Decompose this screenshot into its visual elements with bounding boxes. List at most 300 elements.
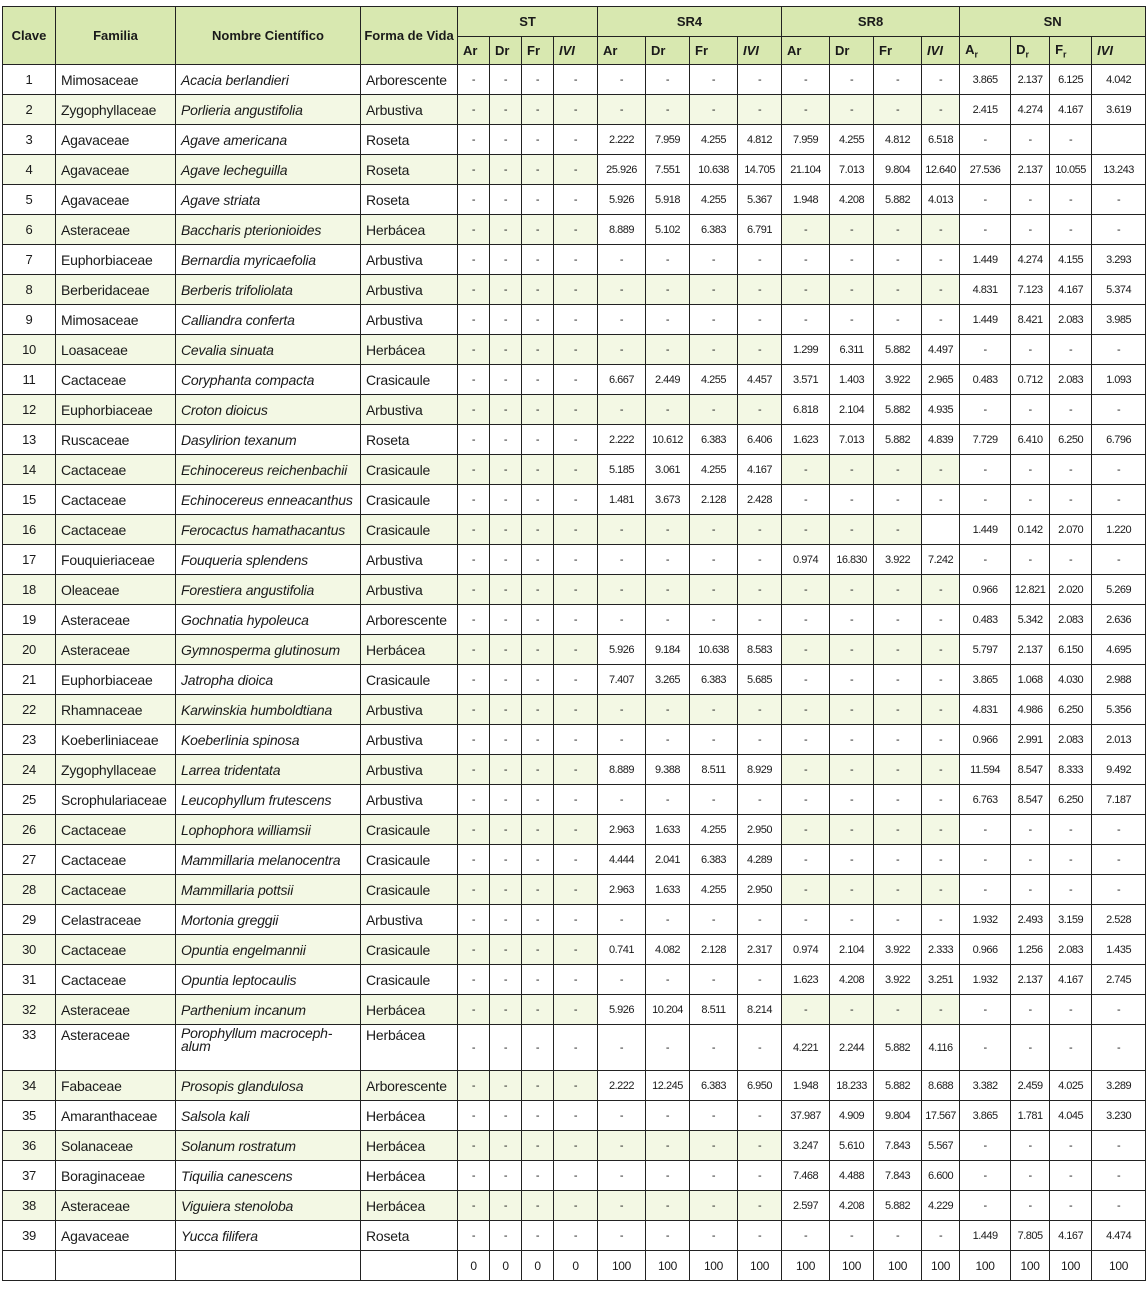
- cell-value: 1.633: [646, 815, 690, 845]
- cell-value: 8.547: [1011, 785, 1050, 815]
- cell-value: 0.483: [960, 605, 1011, 635]
- cell-value: 9.492: [1092, 755, 1146, 785]
- cell-value: 5.882: [874, 1025, 922, 1071]
- cell-value: 0.142: [1011, 515, 1050, 545]
- cell-familia: Celastraceae: [56, 905, 176, 935]
- table-row: [3, 185, 1146, 215]
- cell-value: -: [1050, 545, 1092, 575]
- cell-value: -: [598, 515, 646, 545]
- cell-value: -: [458, 1025, 490, 1071]
- cell-forma-de-vida: Herbácea: [361, 1131, 458, 1161]
- subheader-sr4-2: Fr: [690, 37, 738, 65]
- cell-value: -: [554, 935, 598, 965]
- cell-value: -: [874, 245, 922, 275]
- cell-value: -: [960, 1191, 1011, 1221]
- table-row: [3, 125, 1146, 155]
- cell-value: -: [522, 725, 554, 755]
- header-forma-de-vida: Forma de Vida: [361, 7, 458, 65]
- subheader-st-1: Dr: [490, 37, 522, 65]
- cell-value: 3.922: [874, 545, 922, 575]
- cell-value: 5.102: [646, 215, 690, 245]
- table-row: [3, 725, 1146, 755]
- cell-value: -: [874, 485, 922, 515]
- cell-value: -: [922, 245, 960, 275]
- cell-value: 5.374: [1092, 275, 1146, 305]
- header-familia: Familia: [56, 7, 176, 65]
- table-row: [3, 365, 1146, 395]
- cell-value: -: [490, 695, 522, 725]
- cell-value: -: [922, 725, 960, 755]
- cell-value: -: [782, 995, 830, 1025]
- cell-value: -: [522, 425, 554, 455]
- cell-value: 16.830: [830, 545, 874, 575]
- cell-value: 2.104: [830, 935, 874, 965]
- cell-nombre-cientifico: Echinocereus reichenbachii: [176, 455, 361, 485]
- cell-value: -: [522, 785, 554, 815]
- cell-value: 2.013: [1092, 725, 1146, 755]
- cell-value: -: [554, 845, 598, 875]
- cell-total: [361, 1251, 458, 1281]
- cell-forma-de-vida: Crasicaule: [361, 455, 458, 485]
- cell-value: -: [830, 1221, 874, 1251]
- cell-value: -: [1011, 215, 1050, 245]
- cell-value: 2.950: [738, 815, 782, 845]
- cell-familia: Berberidaceae: [56, 275, 176, 305]
- table-row: [3, 935, 1146, 965]
- cell-value: -: [646, 395, 690, 425]
- cell-forma-de-vida: Arbustiva: [361, 545, 458, 575]
- cell-value: 5.797: [960, 635, 1011, 665]
- vegetation-table: [2, 6, 1146, 1281]
- cell-value: -: [960, 485, 1011, 515]
- cell-value: -: [458, 725, 490, 755]
- cell-value: -: [1092, 545, 1146, 575]
- cell-value: 6.950: [738, 1071, 782, 1101]
- cell-value: -: [598, 1221, 646, 1251]
- cell-value: -: [554, 1025, 598, 1071]
- cell-forma-de-vida: Arbustiva: [361, 275, 458, 305]
- cell-forma-de-vida: Arbustiva: [361, 725, 458, 755]
- cell-value: 11.594: [960, 755, 1011, 785]
- cell-value: -: [646, 605, 690, 635]
- cell-value: 4.255: [690, 365, 738, 395]
- cell-value: -: [960, 215, 1011, 245]
- cell-value: -: [960, 815, 1011, 845]
- cell-value: -: [738, 695, 782, 725]
- cell-value: -: [458, 365, 490, 395]
- cell-value: -: [830, 575, 874, 605]
- cell-value: -: [874, 95, 922, 125]
- cell-value: -: [490, 185, 522, 215]
- cell-value: 3.619: [1092, 95, 1146, 125]
- cell-familia: Agavaceae: [56, 1221, 176, 1251]
- cell-value: -: [522, 215, 554, 245]
- cell-clave: 9: [3, 305, 56, 335]
- cell-value: 2.137: [1011, 965, 1050, 995]
- table-row: [3, 1071, 1146, 1101]
- table-row: [3, 275, 1146, 305]
- table-row: [3, 95, 1146, 125]
- cell-value: -: [522, 755, 554, 785]
- cell-value: 3.865: [960, 665, 1011, 695]
- table-row: [3, 455, 1146, 485]
- cell-value: 6.383: [690, 845, 738, 875]
- cell-value: 2.745: [1092, 965, 1146, 995]
- cell-forma-de-vida: Crasicaule: [361, 845, 458, 875]
- cell-value: -: [646, 1221, 690, 1251]
- table-row: [3, 905, 1146, 935]
- cell-value: -: [738, 575, 782, 605]
- cell-forma-de-vida: Roseta: [361, 425, 458, 455]
- cell-forma-de-vida: Arborescente: [361, 65, 458, 95]
- cell-value: -: [830, 515, 874, 545]
- table-row: [3, 695, 1146, 725]
- cell-value: -: [458, 485, 490, 515]
- cell-value: -: [490, 1131, 522, 1161]
- cell-value: -: [690, 1161, 738, 1191]
- cell-forma-de-vida: Crasicaule: [361, 935, 458, 965]
- cell-value: -: [554, 335, 598, 365]
- cell-forma-de-vida: Arbustiva: [361, 245, 458, 275]
- cell-value: 4.255: [690, 815, 738, 845]
- cell-value: -: [1092, 815, 1146, 845]
- cell-nombre-cientifico: Opuntia leptocaulis: [176, 965, 361, 995]
- cell-value: -: [960, 455, 1011, 485]
- cell-value: -: [598, 545, 646, 575]
- table-row: [3, 515, 1146, 545]
- cell-value: 4.167: [738, 455, 782, 485]
- cell-value: -: [458, 1101, 490, 1131]
- subheader-sr8-0: Ar: [782, 37, 830, 65]
- cell-value: -: [522, 275, 554, 305]
- cell-value: 4.042: [1092, 65, 1146, 95]
- cell-value: -: [490, 455, 522, 485]
- cell-value: 1.449: [960, 245, 1011, 275]
- cell-forma-de-vida: Herbácea: [361, 215, 458, 245]
- cell-total: 100: [1050, 1251, 1092, 1281]
- cell-value: -: [690, 95, 738, 125]
- cell-value: 5.269: [1092, 575, 1146, 605]
- cell-value: -: [1050, 995, 1092, 1025]
- table-row: [3, 245, 1146, 275]
- cell-value: -: [830, 95, 874, 125]
- cell-value: 2.083: [1050, 935, 1092, 965]
- cell-forma-de-vida: Herbácea: [361, 1191, 458, 1221]
- cell-value: 2.493: [1011, 905, 1050, 935]
- cell-value: -: [598, 335, 646, 365]
- cell-value: 4.255: [690, 125, 738, 155]
- cell-value: -: [522, 635, 554, 665]
- cell-value: -: [922, 1221, 960, 1251]
- cell-familia: Rhamnaceae: [56, 695, 176, 725]
- cell-value: -: [922, 95, 960, 125]
- cell-nombre-cientifico: Bernardia myricaefolia: [176, 245, 361, 275]
- cell-value: -: [458, 515, 490, 545]
- header-clave: Clave: [3, 7, 56, 65]
- cell-value: 3.673: [646, 485, 690, 515]
- cell-value: 7.013: [830, 155, 874, 185]
- cell-value: -: [830, 455, 874, 485]
- header-group-sn: SN: [960, 7, 1146, 37]
- cell-value: -: [554, 395, 598, 425]
- cell-value: -: [922, 755, 960, 785]
- cell-clave: 28: [3, 875, 56, 905]
- cell-value: -: [490, 845, 522, 875]
- cell-clave: 23: [3, 725, 56, 755]
- cell-familia: Cactaceae: [56, 875, 176, 905]
- cell-value: -: [1092, 395, 1146, 425]
- cell-value: 3.865: [960, 1101, 1011, 1131]
- cell-value: -: [1050, 125, 1092, 155]
- cell-value: -: [458, 635, 490, 665]
- cell-value: 1.068: [1011, 665, 1050, 695]
- cell-value: -: [458, 1131, 490, 1161]
- cell-value: -: [1050, 1191, 1092, 1221]
- cell-clave: 10: [3, 335, 56, 365]
- cell-value: -: [458, 335, 490, 365]
- cell-forma-de-vida: Herbácea: [361, 1101, 458, 1131]
- cell-value: -: [690, 965, 738, 995]
- cell-value: 6.383: [690, 425, 738, 455]
- cell-nombre-cientifico: Agave striata: [176, 185, 361, 215]
- table-row: [3, 605, 1146, 635]
- cell-value: 4.025: [1050, 1071, 1092, 1101]
- cell-value: 2.636: [1092, 605, 1146, 635]
- cell-value: -: [522, 335, 554, 365]
- cell-value: -: [490, 1025, 522, 1071]
- cell-value: -: [782, 65, 830, 95]
- cell-value: -: [874, 755, 922, 785]
- cell-value: 2.597: [782, 1191, 830, 1221]
- cell-value: -: [690, 1025, 738, 1071]
- cell-value: -: [490, 155, 522, 185]
- cell-clave: 36: [3, 1131, 56, 1161]
- cell-total: [56, 1251, 176, 1281]
- cell-value: 2.950: [738, 875, 782, 905]
- cell-value: 1.481: [598, 485, 646, 515]
- cell-value: -: [490, 125, 522, 155]
- subheader-sn-2: $F_r$: [1050, 37, 1092, 65]
- cell-forma-de-vida: Roseta: [361, 185, 458, 215]
- cell-value: -: [554, 545, 598, 575]
- cell-value: 3.293: [1092, 245, 1146, 275]
- cell-value: -: [1011, 875, 1050, 905]
- cell-value: -: [458, 395, 490, 425]
- cell-value: -: [1011, 1025, 1050, 1071]
- cell-value: -: [922, 455, 960, 485]
- cell-value: 1.299: [782, 335, 830, 365]
- cell-value: -: [690, 1221, 738, 1251]
- cell-value: 3.159: [1050, 905, 1092, 935]
- cell-value: 4.255: [690, 455, 738, 485]
- cell-forma-de-vida: Crasicaule: [361, 665, 458, 695]
- cell-value: -: [830, 305, 874, 335]
- cell-value: 1.623: [782, 965, 830, 995]
- cell-clave: 1: [3, 65, 56, 95]
- cell-value: -: [1050, 335, 1092, 365]
- cell-nombre-cientifico: Gochnatia hypoleuca: [176, 605, 361, 635]
- cell-value: -: [830, 695, 874, 725]
- cell-value: -: [830, 65, 874, 95]
- cell-value: -: [1050, 1131, 1092, 1161]
- cell-total: 0: [490, 1251, 522, 1281]
- cell-value: -: [874, 905, 922, 935]
- cell-forma-de-vida: Herbácea: [361, 1161, 458, 1191]
- cell-value: 4.488: [830, 1161, 874, 1191]
- cell-value: 21.104: [782, 155, 830, 185]
- cell-value: 4.229: [922, 1191, 960, 1221]
- cell-nombre-cientifico: Mortonia greggii: [176, 905, 361, 935]
- cell-value: -: [458, 1221, 490, 1251]
- cell-value: 7.242: [922, 545, 960, 575]
- cell-value: 0.483: [960, 365, 1011, 395]
- cell-forma-de-vida: Crasicaule: [361, 965, 458, 995]
- cell-value: -: [490, 485, 522, 515]
- cell-total: 0: [554, 1251, 598, 1281]
- cell-value: -: [690, 515, 738, 545]
- cell-forma-de-vida: Herbácea: [361, 335, 458, 365]
- cell-clave: 7: [3, 245, 56, 275]
- cell-value: -: [690, 695, 738, 725]
- cell-value: 9.184: [646, 635, 690, 665]
- cell-value: 5.367: [738, 185, 782, 215]
- cell-value: -: [690, 275, 738, 305]
- cell-value: -: [922, 635, 960, 665]
- cell-total: 100: [874, 1251, 922, 1281]
- cell-value: -: [598, 395, 646, 425]
- cell-value: -: [922, 305, 960, 335]
- cell-familia: Agavaceae: [56, 155, 176, 185]
- cell-value: 5.918: [646, 185, 690, 215]
- cell-value: -: [646, 785, 690, 815]
- cell-value: 17.567: [922, 1101, 960, 1131]
- cell-value: -: [554, 65, 598, 95]
- cell-familia: Loasaceae: [56, 335, 176, 365]
- table-row: [3, 1161, 1146, 1191]
- subheader-sr4-0: Ar: [598, 37, 646, 65]
- table-row: [3, 1221, 1146, 1251]
- cell-total: 100: [690, 1251, 738, 1281]
- cell-value: -: [490, 395, 522, 425]
- cell-value: 7.468: [782, 1161, 830, 1191]
- cell-value: 2.449: [646, 365, 690, 395]
- cell-familia: Asteraceae: [56, 995, 176, 1025]
- cell-value: -: [782, 275, 830, 305]
- cell-clave: 27: [3, 845, 56, 875]
- cell-familia: Cactaceae: [56, 965, 176, 995]
- cell-clave: 25: [3, 785, 56, 815]
- cell-value: -: [522, 695, 554, 725]
- cell-value: [1092, 125, 1146, 155]
- cell-nombre-cientifico: Jatropha dioica: [176, 665, 361, 695]
- cell-value: -: [490, 335, 522, 365]
- cell-value: 9.804: [874, 155, 922, 185]
- cell-value: 4.167: [1050, 965, 1092, 995]
- cell-value: -: [490, 245, 522, 275]
- header-group-sr4: SR4: [598, 7, 782, 37]
- subheader-st-2: Fr: [522, 37, 554, 65]
- cell-value: [922, 515, 960, 545]
- cell-value: -: [646, 275, 690, 305]
- cell-clave: 11: [3, 365, 56, 395]
- cell-value: -: [782, 605, 830, 635]
- cell-value: 4.986: [1011, 695, 1050, 725]
- cell-value: -: [554, 725, 598, 755]
- cell-value: -: [690, 335, 738, 365]
- cell-value: 4.082: [646, 935, 690, 965]
- cell-familia: Cactaceae: [56, 815, 176, 845]
- cell-value: 2.222: [598, 1071, 646, 1101]
- cell-clave: 33: [3, 1025, 56, 1071]
- cell-value: -: [782, 95, 830, 125]
- cell-value: 4.167: [1050, 275, 1092, 305]
- cell-total: 100: [960, 1251, 1011, 1281]
- cell-value: -: [738, 1221, 782, 1251]
- cell-value: 4.474: [1092, 1221, 1146, 1251]
- cell-value: -: [646, 65, 690, 95]
- cell-familia: Boraginaceae: [56, 1161, 176, 1191]
- cell-nombre-cientifico: Karwinskia humboldtiana: [176, 695, 361, 725]
- cell-value: -: [522, 1161, 554, 1191]
- cell-familia: Cactaceae: [56, 365, 176, 395]
- cell-nombre-cientifico: Opuntia engelmannii: [176, 935, 361, 965]
- cell-value: 0.741: [598, 935, 646, 965]
- cell-value: -: [782, 725, 830, 755]
- cell-value: 4.935: [922, 395, 960, 425]
- cell-value: -: [922, 875, 960, 905]
- cell-value: -: [1011, 125, 1050, 155]
- cell-value: -: [490, 605, 522, 635]
- cell-value: 4.457: [738, 365, 782, 395]
- cell-value: 12.640: [922, 155, 960, 185]
- cell-value: 2.963: [598, 875, 646, 905]
- cell-value: -: [782, 635, 830, 665]
- cell-value: -: [1092, 1191, 1146, 1221]
- table-row: [3, 335, 1146, 365]
- cell-value: 4.812: [874, 125, 922, 155]
- cell-value: -: [1092, 1161, 1146, 1191]
- cell-total: 0: [458, 1251, 490, 1281]
- cell-value: 7.959: [646, 125, 690, 155]
- cell-total: 100: [922, 1251, 960, 1281]
- cell-value: 2.333: [922, 935, 960, 965]
- cell-value: -: [522, 245, 554, 275]
- cell-value: -: [922, 905, 960, 935]
- cell-value: -: [1011, 845, 1050, 875]
- cell-total: 100: [782, 1251, 830, 1281]
- cell-value: 2.415: [960, 95, 1011, 125]
- cell-familia: Asteraceae: [56, 1191, 176, 1221]
- cell-nombre-cientifico: Coryphanta compacta: [176, 365, 361, 395]
- cell-value: 5.926: [598, 635, 646, 665]
- cell-value: -: [830, 815, 874, 845]
- cell-value: 4.497: [922, 335, 960, 365]
- cell-value: 2.963: [598, 815, 646, 845]
- cell-clave: 35: [3, 1101, 56, 1131]
- cell-value: 3.382: [960, 1071, 1011, 1101]
- cell-value: -: [874, 995, 922, 1025]
- cell-value: -: [922, 695, 960, 725]
- cell-value: -: [1011, 1191, 1050, 1221]
- cell-value: 6.796: [1092, 425, 1146, 455]
- cell-value: -: [598, 65, 646, 95]
- cell-value: 7.843: [874, 1131, 922, 1161]
- cell-nombre-cientifico: Viguiera stenoloba: [176, 1191, 361, 1221]
- cell-forma-de-vida: Arbustiva: [361, 95, 458, 125]
- cell-value: -: [554, 155, 598, 185]
- cell-value: -: [646, 905, 690, 935]
- cell-value: -: [458, 905, 490, 935]
